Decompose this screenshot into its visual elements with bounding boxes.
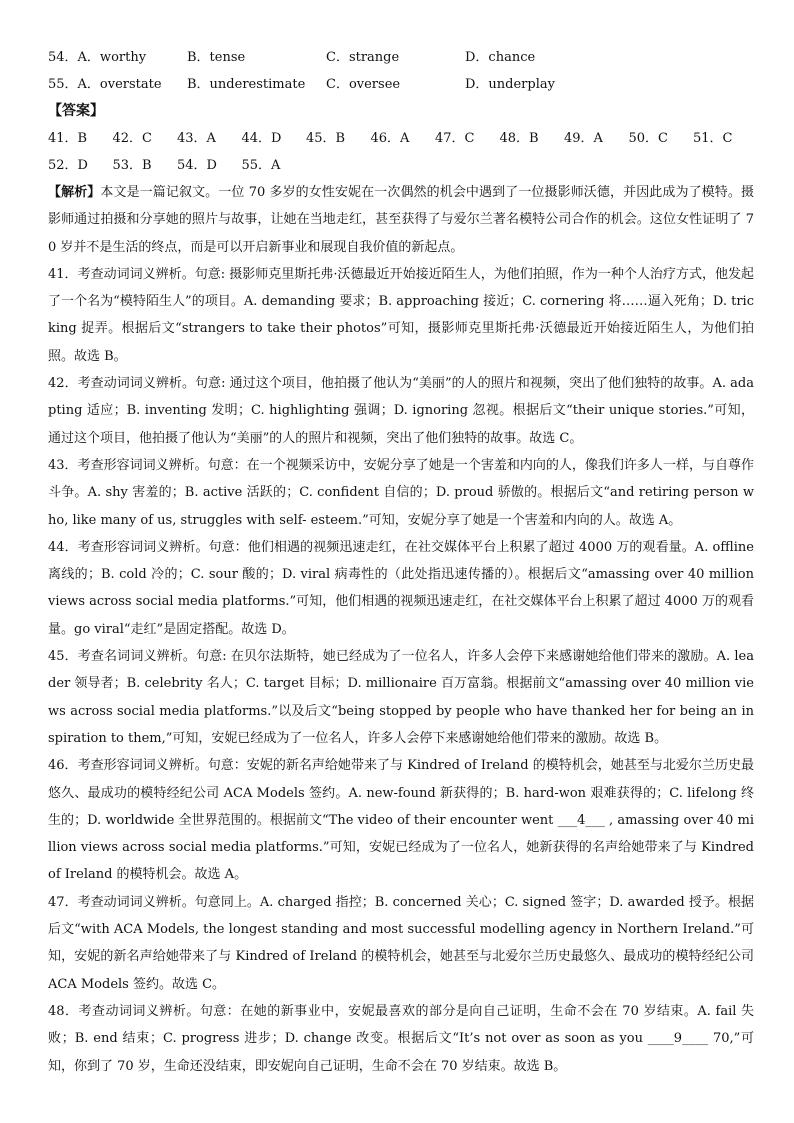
answer-49: 49．A: [564, 131, 603, 146]
q54-option-d: D．chance: [465, 50, 536, 65]
analysis-intro-text: 本文是一篇记叙文。一位 70 多岁的女性安妮在一次偶然的机会中遇到了一位摄影师沃德，并因此成为了模特。摄影师通过拍摄和分享她的照片与故事，让她在当地走红，甚至获得了与爱尔兰著名模特公司合作的机会。这位女性证明了 70 岁并不是生活的终点，而是可以开启新事业和展现自我价值的新起点。: [48, 185, 754, 255]
q55-option-c: C．oversee: [326, 77, 401, 92]
document-page: [48, 44, 754, 1080]
question-54-options: [48, 44, 754, 71]
explanation-44: 44．考查形容词词义辨析。句意：他们相遇的视频迅速走红，在社交媒体平台上积累了超过 4000 万的观看量。A. offline 离线的；B. cold 冷的；C. sour 酸的；D. viral 病毒性的（此处指迅速传播的）。根据后文“amassing over 40 million views across social media platforms.”可知，他们相遇的视频迅速走红，在社交媒体平台上积累了超过 4000 万的观看量。go viral“走红”是固定搭配。故选 D。: [48, 539, 754, 637]
answer-48: 48．B: [499, 131, 539, 146]
answer-55: 55．A: [241, 158, 281, 173]
explanation-47: 47．考查动词词义辨析。句意同上。A. charged 指控；B. concerned 关心；C. signed 签字；D. awarded 授予。根据后文“with ACA Models, the longest standing and most successful modelling agency in Northern Ireland.”可知，安妮的新名声给她带来了与 Kindred of Ireland 的模特机会，她甚至与北爱尔兰历史最悠久、最成功的模特经纪公司 ACA Models 签约。故选 C。: [48, 894, 754, 992]
answer-46: 46．A: [370, 131, 410, 146]
answer-key-row-1: [48, 125, 754, 152]
answer-heading: 【答案】: [48, 103, 104, 119]
analysis-intro: [48, 179, 754, 261]
answer-53: 53．B: [112, 158, 152, 173]
explanation-45: 45．考查名词词义辨析。句意: 在贝尔法斯特，她已经成为了一位名人，许多人会停下来感谢她给他们带来的激励。A. leader 领导者；B. celebrity 名人；C. target 目标；D. millionaire 百万富翁。根据前文“amassing over 40 million views across social media platforms.”以及后文“being stopped by people who have thanked her for being an inspiration to them,”可知，安妮已经成为了一位名人，许多人会停下来感谢她给他们带来的激励。故选 B。: [48, 649, 754, 746]
answer-43: 43．A: [177, 131, 216, 146]
q55-option-a: 55．A．overstate: [48, 77, 162, 92]
q55-option-d: D．underplay: [465, 77, 555, 92]
answer-45: 45．B: [306, 131, 346, 146]
answer-54: 54．D: [177, 158, 217, 173]
answer-key-row-2: [48, 152, 754, 179]
explanation-46: 46．考查形容词词义辨析。句意：安妮的新名声给她带来了与 Kindred of Ireland 的模特机会，她甚至与北爱尔兰历史最悠久、最成功的模特经纪公司 ACA Models 签约。A. new-found 新获得的；B. hard-won 艰难获得的；C. lifelong 终生的；D. worldwide 全世界范围的。根据前文“The video of their encounter went ___4___ , amassing over 40 million views across social media platforms.”可知，安妮已经成为了一位名人，她新获得的名声给她带来了与 Kindred of Ireland 的模特机会。故选 A。: [48, 758, 754, 883]
question-55-options: [48, 71, 754, 98]
answer-50: 50．C: [628, 131, 668, 146]
analysis-label: 【解析】: [48, 185, 101, 200]
explanation-48: 48．考查动词词义辨析。句意：在她的新事业中，安妮最喜欢的部分是向自己证明，生命不会在 70 岁结束。A. fail 失败；B. end 结束；C. progress 进步；D. change 改变。根据后文“It’s not over as soon as you ____9____ 70,”可知，你到了 70 岁，生命还没结束，即安妮向自己证明，生命不会在 70 岁结束。故选 B。: [48, 1003, 754, 1074]
q54-option-a: 54．A．worthy: [48, 50, 147, 65]
explanation-43: 43．考查形容词词义辨析。句意：在一个视频采访中，安妮分享了她是一个害羞和内向的人，像我们许多人一样，与自尊作斗争。A. shy 害羞的；B. active 活跃的；C. confident 自信的；D. proud 骄傲的。根据后文“and retiring person who, like many of us, struggles with self- esteem.”可知，安妮分享了她是一个害羞和内向的人。故选 A。: [48, 457, 754, 528]
answer-44: 44．D: [241, 131, 282, 146]
q54-option-c: C．strange: [326, 50, 400, 65]
answer-51: 51．C: [693, 131, 733, 146]
answer-47: 47．C: [435, 131, 475, 146]
answer-52: 52．D: [48, 158, 88, 173]
answer-41: 41．B: [48, 131, 88, 146]
answer-42: 42．C: [112, 131, 152, 146]
q54-option-b: B．tense: [187, 50, 246, 65]
q55-option-b: B．underestimate: [187, 77, 306, 92]
explanation-41: 41．考查动词词义辨析。句意: 摄影师克里斯托弗·沃德最近开始接近陌生人，为他们拍照，作为一种个人治疗方式，他发起了一个名为“模特陌生人”的项目。A. demanding 要求；B. approaching 接近；C. cornering 将……逼入死角；D. tricking 捉弄。根据后文“strangers to take their photos”可知，摄影师克里斯托弗·沃德最近开始接近陌生人，为他们拍照。故选 B。: [48, 266, 754, 364]
explanation-42: 42．考查动词词义辨析。句意: 通过这个项目，他拍摄了他认为“美丽”的人的照片和视频，突出了他们独特的故事。A. adapting 适应；B. inventing 发明；C. highlighting 强调；D. ignoring 忽视。根据后文“their unique stories.”可知，通过这个项目，他拍摄了他认为“美丽”的人的照片和视频，突出了他们独特的故事。故选 C。: [48, 376, 754, 446]
